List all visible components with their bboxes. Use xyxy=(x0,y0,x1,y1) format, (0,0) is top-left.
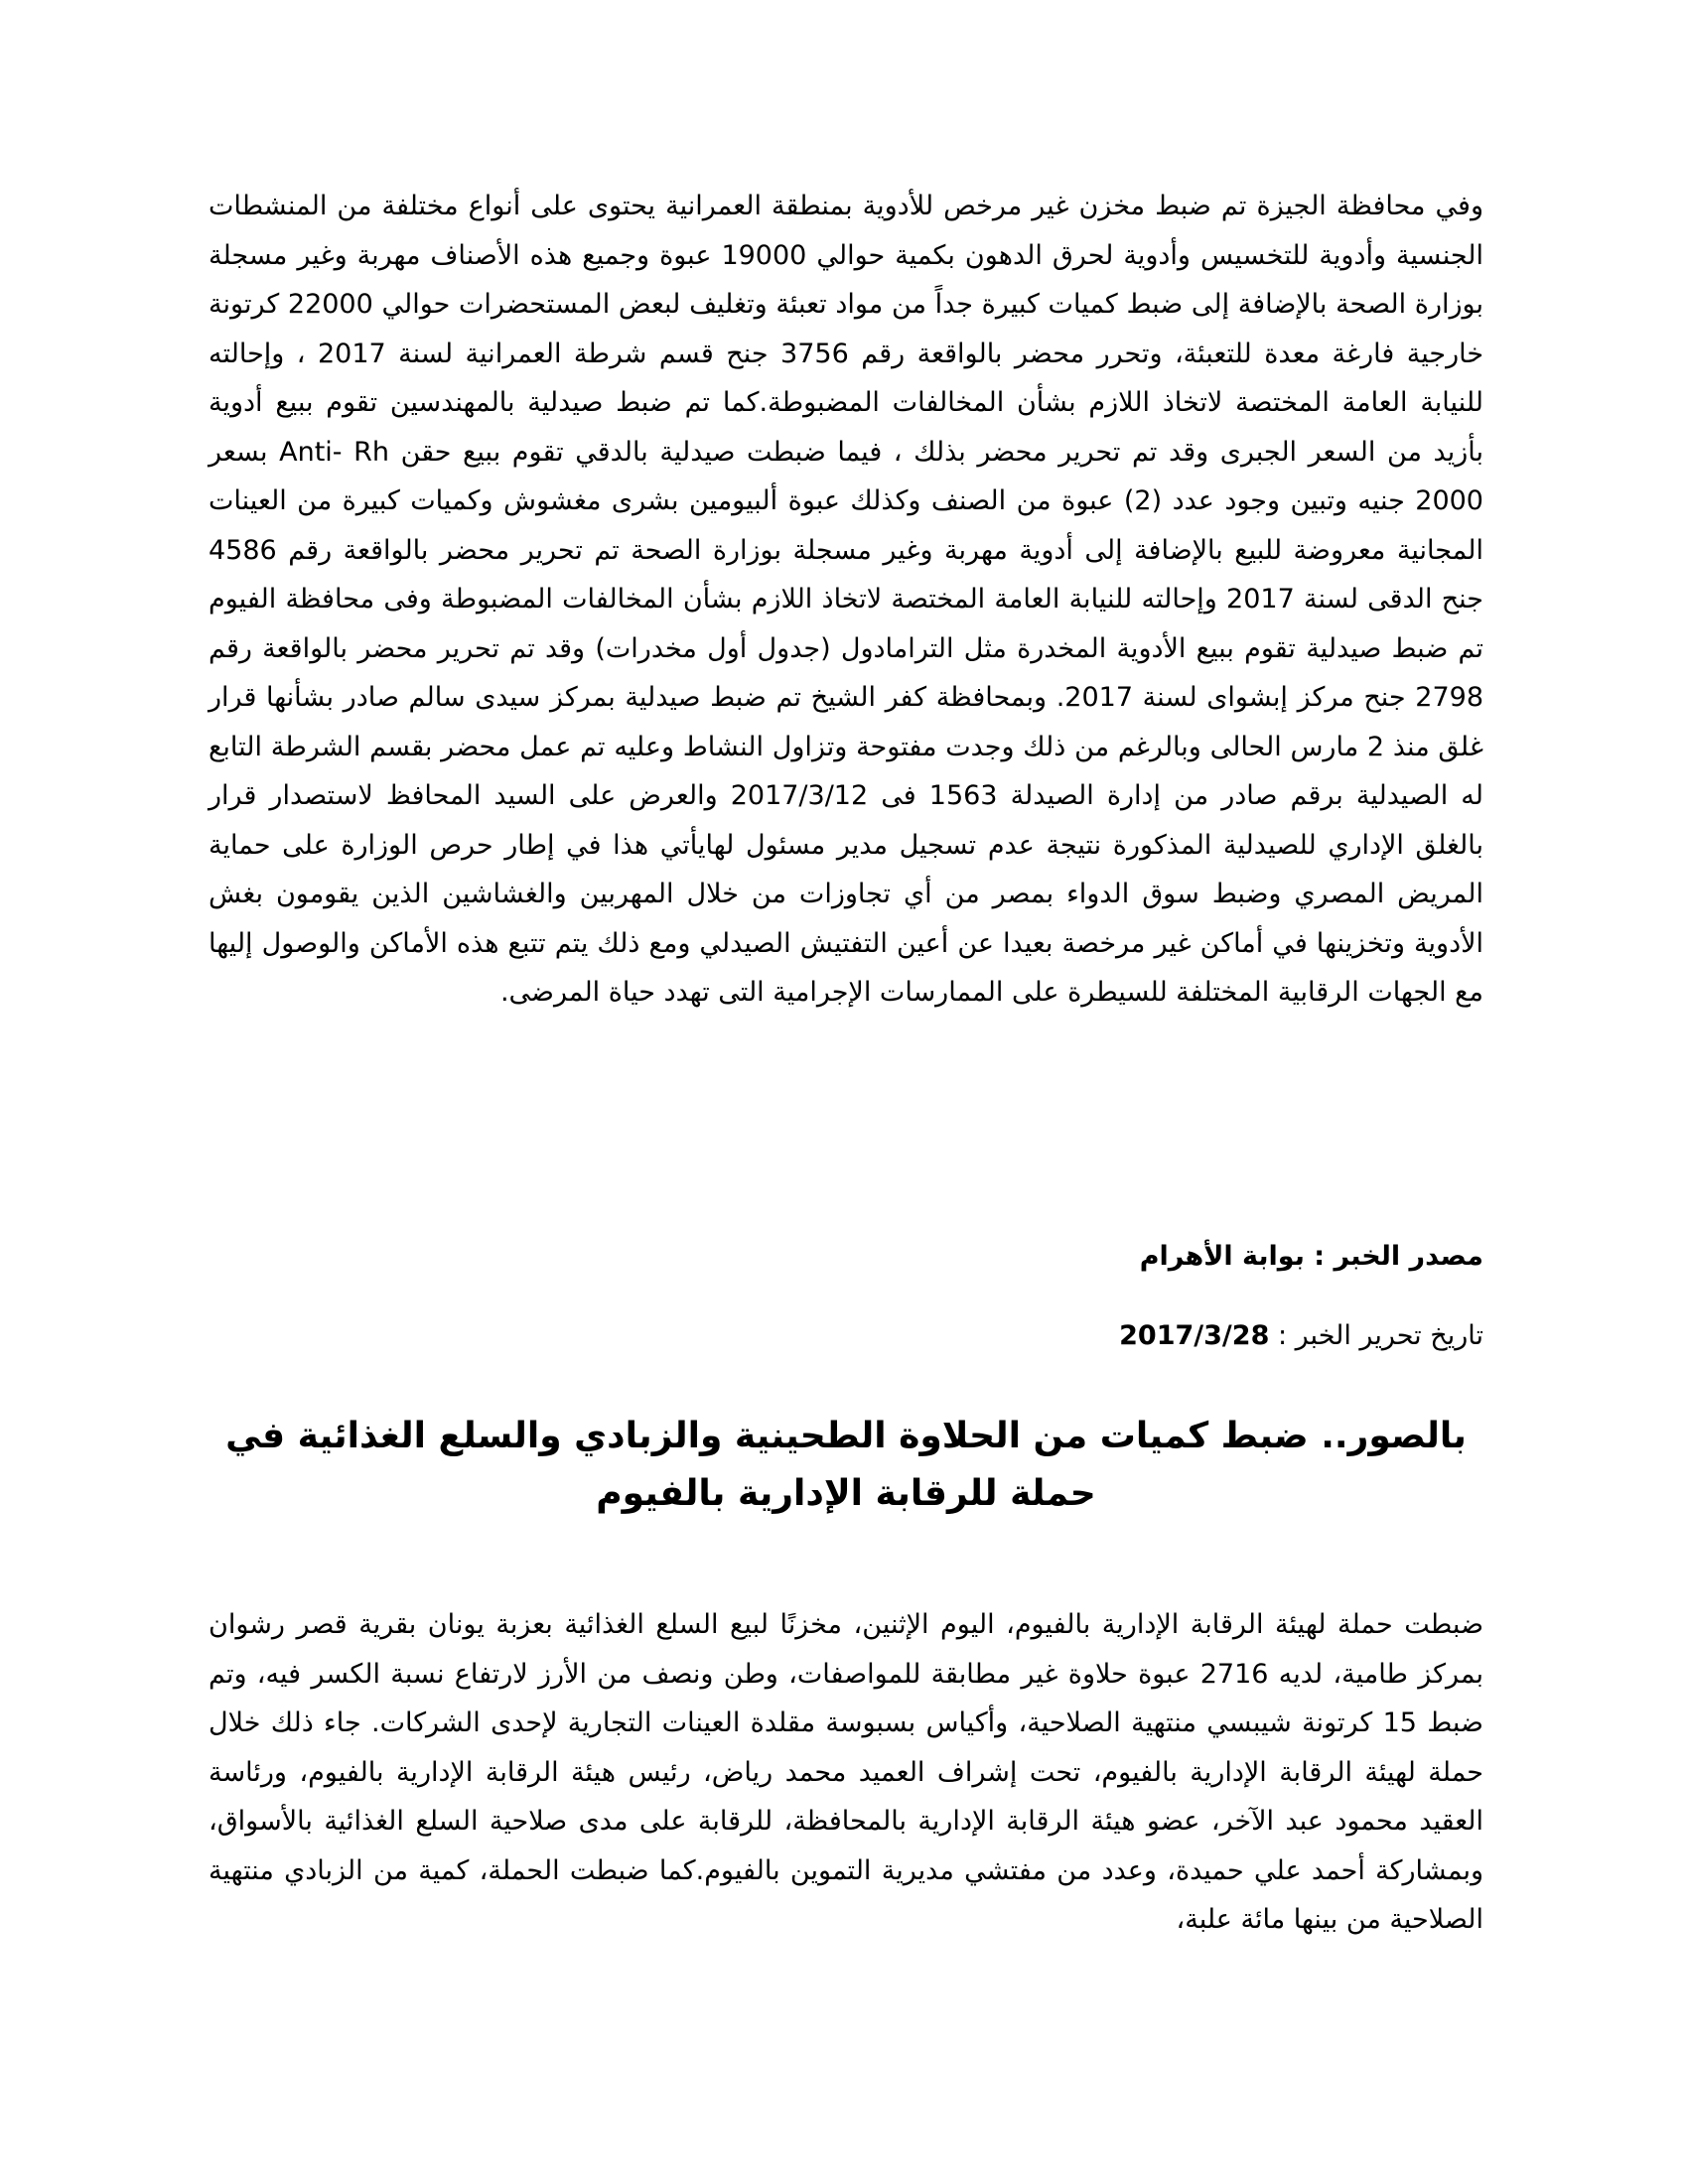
article-headline: بالصور.. ضبط كميات من الحلاوة الطحينية والزبادي والسلع الغذائية في حملة للرقابة الإدارية بالفيوم xyxy=(225,1416,1467,1514)
date-label: تاريخ تحرير الخبر : xyxy=(1277,1320,1483,1351)
news-date-line xyxy=(1119,1320,1483,1351)
article-body-pharmacy-raids: وفي محافظة الجيزة تم ضبط مخزن غير مرخص للأدوية بمنطقة العمرانية يحتوى على أنواع مختلفة من المنشطات الجنسية وأدوية للتخسيس وأدوية لحرق الدهون بكمية حوالي 19000 عبوة وجميع هذه الأصناف مهربة وغير مسجلة بوزارة الصحة بالإضافة إلى ضبط كميات كبيرة جداً من مواد تعبئة وتغليف لبعض المستحضرات حوالي 22000 كرتونة خارجية فارغة معدة للتعبئة، وتحرر محضر بالواقعة رقم 3756 جنح قسم شرطة العمرانية لسنة 2017 ، وإحالته للنيابة العامة المختصة لاتخاذ اللازم بشأن المخالفات المضبوطة.كما تم ضبط صيدلية بالمهندسين تقوم ببيع أدوية بأزيد من السعر الجبرى وقد تم تحرير محضر بذلك ، فيما ضبطت صيدلية بالدقي تقوم ببيع حقن Anti- Rh بسعر 2000 جنيه وتبين وجود عدد (2) عبوة من الصنف وكذلك عبوة ألبيومين بشرى مغشوش وكميات كبيرة من العينات المجانية معروضة للبيع بالإضافة إلى أدوية مهربة وغير مسجلة بوزارة الصحة تم تحرير محضر بالواقعة رقم 4586 جنح الدقى لسنة 2017 وإحالته للنيابة العامة المختصة لاتخاذ اللازم بشأن المخالفات المضبوطة وفى محافظة الفيوم تم ضبط صيدلية تقوم ببيع الأدوية المخدرة مثل الترامادول (جدول أول مخدرات) وقد تم تحرير محضر بالواقعة رقم 2798 جنح مركز إبشواى لسنة 2017. وبمحافظة كفر الشيخ تم ضبط صيدلية بمركز سيدى سالم صادر بشأنها قرار غلق منذ 2 مارس الحالى وبالرغم من ذلك وجدت مفتوحة وتزاول النشاط وعليه تم عمل محضر بقسم الشرطة التابع له الصيدلية برقم صادر من إدارة الصيدلة 1563 فى 2017/3/12 والعرض على السيد المحافظ لاستصدار قرار بالغلق الإداري للصيدلية المذكورة نتيجة عدم تسجيل مدير مسئول لهايأتي هذا في إطار حرص الوزارة على حماية المريض المصري وضبط سوق الدواء بمصر من أي تجاوزات من خلال المهربين والغشاشين الذين يقومون بغش الأدوية وتخزينها في أماكن غير مرخصة بعيدا عن أعين التفتيش الصيدلي ومع ذلك يتم تتبع هذه الأماكن والوصول إليها مع الجهات الرقابية المختلفة للسيطرة على الممارسات الإجرامية التى تهدد حياة المرضى. xyxy=(209,191,1484,1008)
date-value: 2017/3/28 xyxy=(1119,1320,1270,1351)
news-source-line xyxy=(1140,1241,1483,1272)
article-body-fayoum-campaign: ضبطت حملة لهيئة الرقابة الإدارية بالفيوم، اليوم الإثنين، مخزنًا لبيع السلع الغذائية بعزبة يونان بقرية قصر رشوان بمركز طامية، لديه 2716 عبوة حلاوة غير مطابقة للمواصفات، وطن ونصف من الأرز لارتفاع نسبة الكسر فيه، وتم ضبط 15 كرتونة شيبسي منتهية الصلاحية، وأكياس بسبوسة مقلدة العينات التجارية لإحدى الشركات. جاء ذلك خلال حملة لهيئة الرقابة الإدارية بالفيوم، تحت إشراف العميد محمد رياض، رئيس هيئة الرقابة الإدارية بالفيوم، ورئاسة العقيد محمود عبد الآخر، عضو هيئة الرقابة الإدارية بالمحافظة، للرقابة على مدى صلاحية السلع الغذائية بالأسواق، وبمشاركة أحمد علي حميدة، وعدد من مفتشي مديرية التموين بالفيوم.كما ضبطت الحملة، كمية من الزبادي منتهية الصلاحية من بينها مائة علبة، xyxy=(209,1609,1483,1935)
source-label: مصدر الخبر : xyxy=(1314,1241,1483,1272)
source-value: بوابة الأهرام xyxy=(1139,1241,1305,1272)
